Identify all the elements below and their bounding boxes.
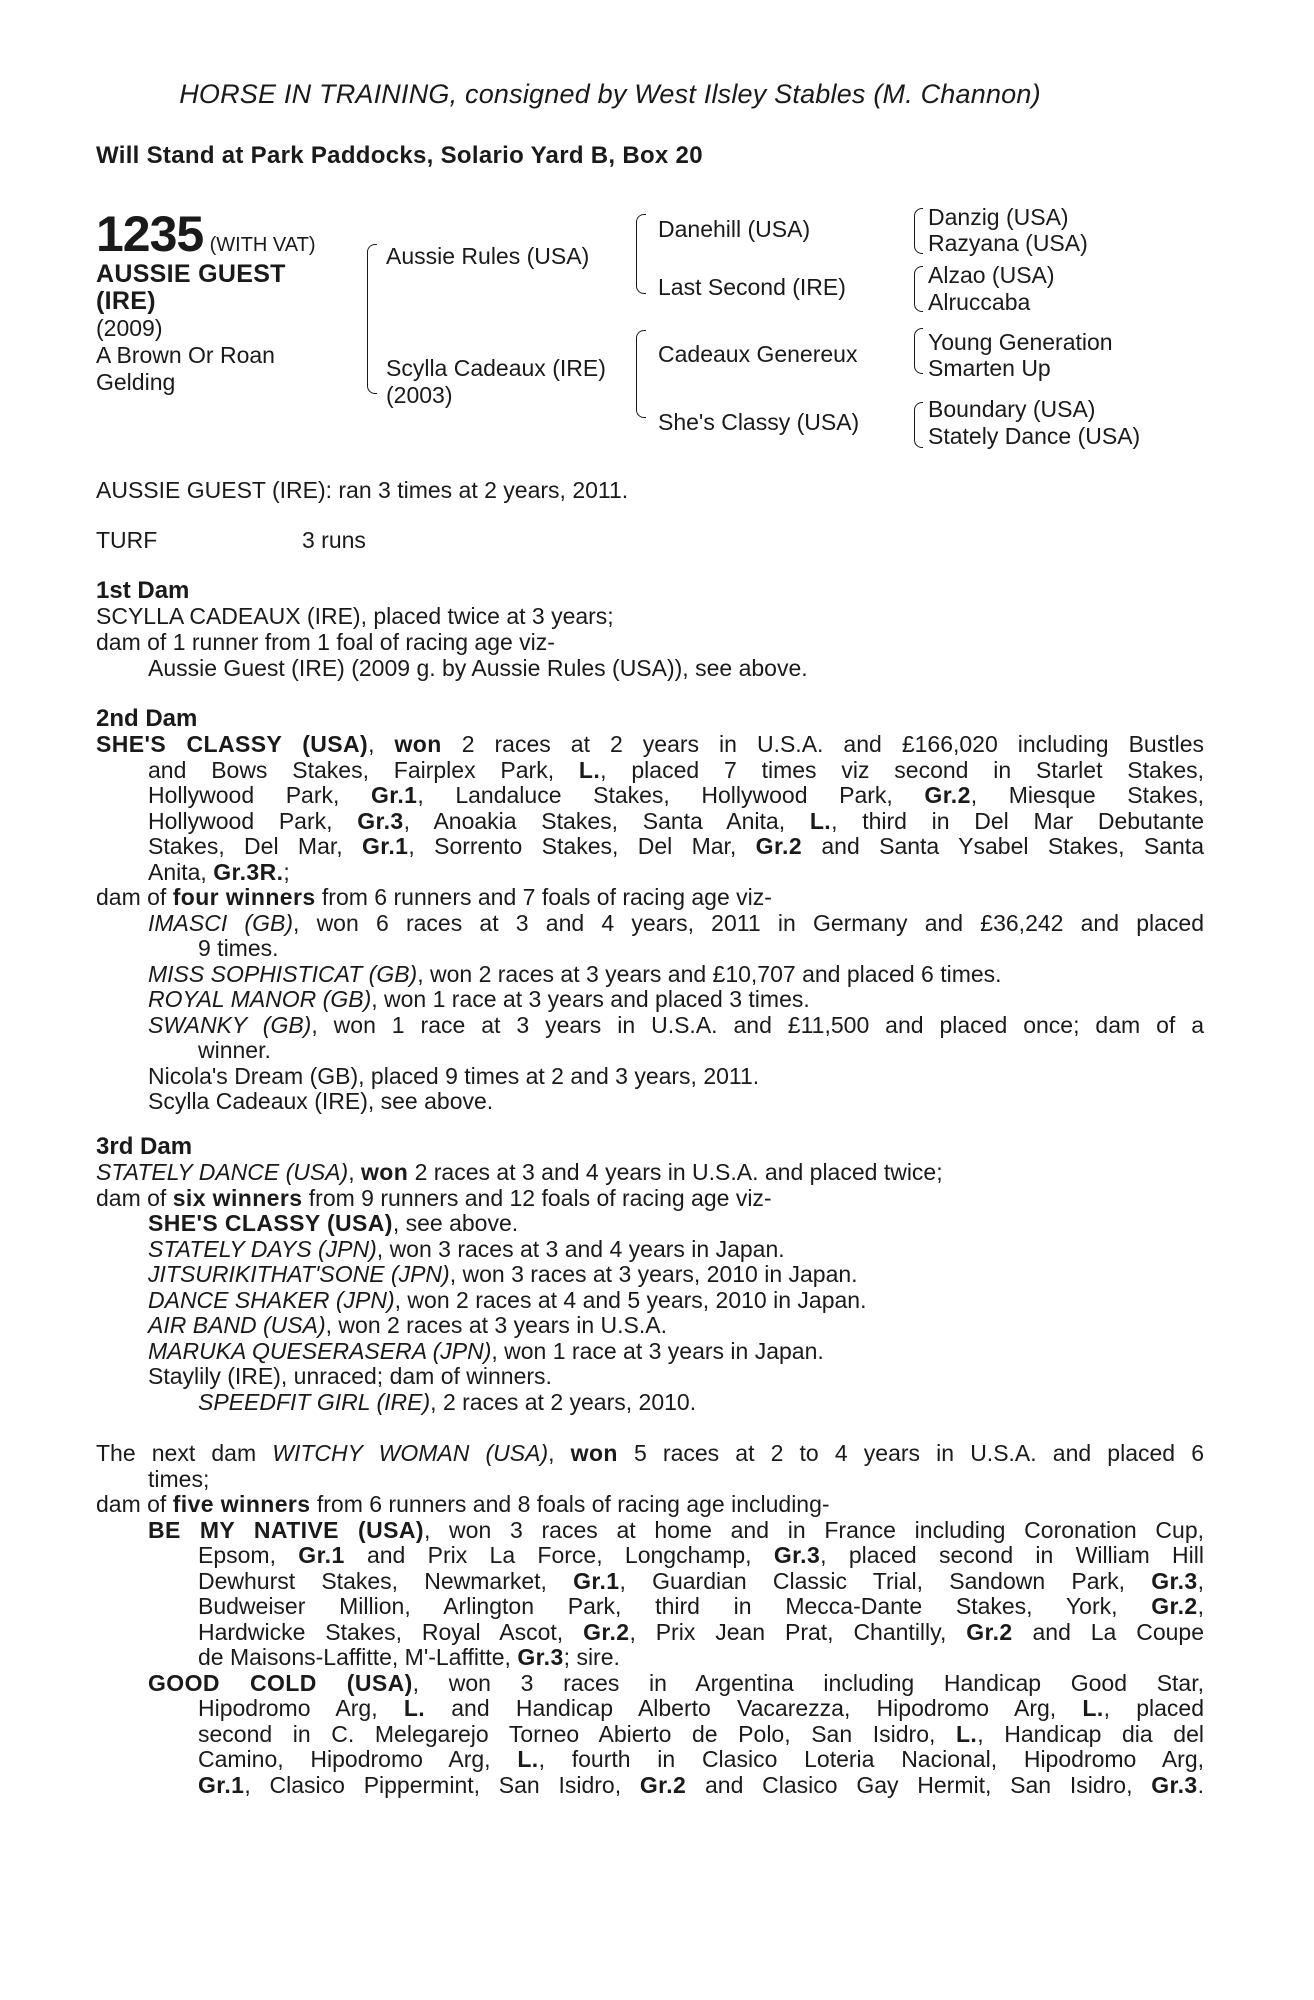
pedigree-dam-year: (2003) [386, 382, 453, 408]
pedigree-dsd: Smarten Up [928, 355, 1051, 381]
pedigree-bracket-sire [636, 214, 646, 294]
pedigree-dss: Young Generation [928, 329, 1113, 355]
first-dam-foal: Aussie Guest (IRE) (2009 g. by Aussie Rules (USA)), see above. [148, 655, 808, 681]
pedigree-dam-dam: She's Classy (USA) [658, 409, 860, 435]
pedigree-bracket-ss [914, 208, 923, 254]
race-record-summary: AUSSIE GUEST (IRE): ran 3 times at 2 years, 2011. [96, 477, 629, 503]
race-surface: TURF [96, 527, 158, 553]
second-dam-record: SHE'S CLASSY (USA), won 2 races at 2 years in U.S.A. and £166,020 including Bustles and Bows Stakes, Fairplex Park, L., placed 7 times viz second in Starlet Stakes, Hollywood Park, Gr.1, Landaluce Stakes, Hollywood Park, Gr.2, Miesque Stakes, Hollywood Park, Gr.3, Anoakia Stakes, Santa Anita, L., third in Del Mar Debutante Stakes, Del Mar, Gr.1, Sorrento Stakes, Del Mar, Gr.2 and Santa Ysabel Stakes, Santa Anita, Gr.3R.; dam of four winners from 6 runners and 7 foals of racing age viz- IMASCI (GB), won 6 races at 3 and 4 years, 2011 in Germany and £36,242 and placed 9 times. MISS SOPHISTICAT (GB), won 2 races at 3 years and £10,707 and placed 6 times. ROYAL MANOR (GB), won 1 race at 3 years and placed 3 times. SWANKY (GB), won 1 race at 3 years in U.S.A. and £11,500 and placed once; dam of a winner. Nicola's Dream (GB), placed 9 times at 2 and 3 years, 2011. Scylla Cadeaux (IRE), see above. [96, 731, 1204, 1114]
horse-sex: Gelding [96, 369, 176, 395]
pedigree-dam: Scylla Cadeaux (IRE) [386, 355, 606, 381]
horse-name: AUSSIE GUEST [96, 260, 286, 288]
pedigree-sire-sire: Danehill (USA) [658, 216, 811, 242]
pedigree-sdd: Alruccaba [928, 289, 1031, 315]
pedigree-sss: Danzig (USA) [928, 204, 1069, 230]
horse-name-country: (IRE) [96, 287, 156, 315]
lot-number-line [96, 206, 316, 262]
pedigree-sire-dam: Last Second (IRE) [658, 274, 846, 300]
pedigree-bracket-ds [914, 328, 923, 374]
pedigree-dds: Boundary (USA) [928, 396, 1096, 422]
next-dam-record: The next dam WITCHY WOMAN (USA), won 5 races at 2 to 4 years in U.S.A. and placed 6 times; dam of five winners from 6 runners and 8 foals of racing age including- BE MY NATIVE (USA), won 3 races at home and in France including Coronation Cup, Epsom, Gr.1 and Prix La Force, Longchamp, Gr.3, placed second in William Hill Dewhurst Stakes, Newmarket, Gr.1, Guardian Classic Trial, Sandown Park, Gr.3, Budweiser Million, Arlington Park, third in Mecca-Dante Stakes, York, Gr.2, Hardwicke Stakes, Royal Ascot, Gr.2, Prix Jean Prat, Chantilly, Gr.2 and La Coupe de Maisons-Laffitte, M'-Laffitte, Gr.3; sire. GOOD COLD (USA), won 3 races in Argentina including Handicap Good Star, Hipodromo Arg, L. and Handicap Alberto Vacarezza, Hipodromo Arg, L., placed second in C. Melegarejo Torneo Abierto de Polo, San Isidro, L., Handicap dia del Camino, Hipodromo Arg, L., fourth in Clasico Loteria Nacional, Hipodromo Arg, Gr.1, Clasico Pippermint, San Isidro, Gr.2 and Clasico Gay Hermit, San Isidro, Gr.3. [96, 1440, 1205, 1798]
pedigree-ddd: Stately Dance (USA) [928, 423, 1141, 449]
pedigree-dam-sire: Cadeaux Genereux [658, 341, 858, 367]
vat-label: (WITH VAT) [209, 234, 316, 256]
first-dam-heading: 1st Dam [96, 577, 190, 604]
pedigree-sds: Alzao (USA) [928, 262, 1055, 288]
pedigree-bracket-sd [914, 266, 923, 312]
race-runs: 3 runs [302, 527, 366, 553]
catalogue-header-title: HORSE IN TRAINING, consigned by West Ilsley Stables (M. Channon) [179, 79, 1041, 109]
first-dam-produce: dam of 1 runner from 1 foal of racing age viz- [96, 629, 555, 655]
lot-number: 1235 [96, 206, 204, 262]
horse-year: (2009) [96, 315, 163, 341]
horse-description: A Brown Or Roan [96, 342, 275, 368]
second-dam-heading: 2nd Dam [96, 705, 198, 732]
pedigree-bracket-main [367, 244, 377, 394]
pedigree-ssd: Razyana (USA) [928, 230, 1088, 256]
pedigree-sire: Aussie Rules (USA) [386, 243, 590, 269]
stand-location: Will Stand at Park Paddocks, Solario Yard B, Box 20 [96, 142, 703, 169]
pedigree-bracket-dam [636, 330, 646, 418]
pedigree-bracket-dd [914, 402, 923, 448]
third-dam-record: STATELY DANCE (USA), won 2 races at 3 and 4 years in U.S.A. and placed twice; dam of six winners from 9 runners and 12 foals of racing age viz- SHE'S CLASSY (USA), see above. STATELY DAYS (JPN), won 3 races at 3 and 4 years in Japan. JITSURIKITHAT'SONE (JPN), won 3 races at 3 years, 2010 in Japan. DANCE SHAKER (JPN), won 2 races at 4 and 5 years, 2010 in Japan. AIR BAND (USA), won 2 races at 3 years in U.S.A. MARUKA QUESERASERA (JPN), won 1 race at 3 years in Japan. Staylily (IRE), unraced; dam of winners. SPEEDFIT GIRL (IRE), 2 races at 2 years, 2010. [96, 1159, 943, 1415]
third-dam-heading: 3rd Dam [96, 1133, 193, 1160]
first-dam-line: SCYLLA CADEAUX (IRE), placed twice at 3 years; [96, 603, 614, 629]
